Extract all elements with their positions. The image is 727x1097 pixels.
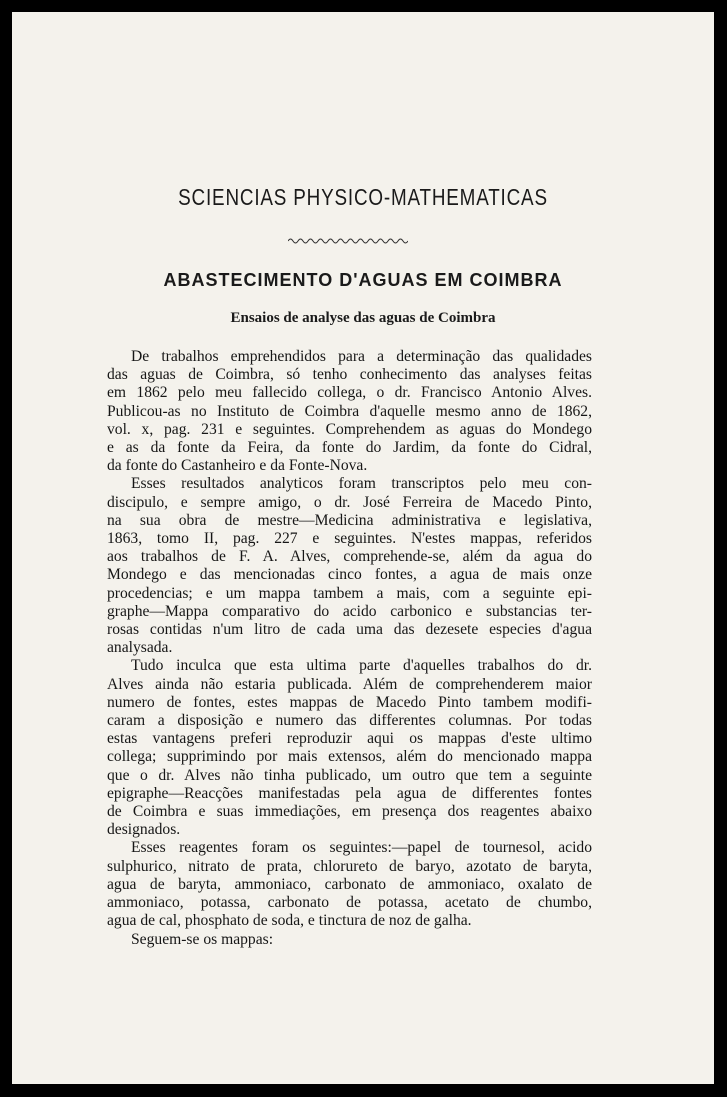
text-line: das aguas de Coimbra, só tenho conhecimento das analyses feitas [107,366,592,384]
text-line: estas vantagens preferi reproduzir aqui os mappas d'este ultimo [107,730,592,748]
text-line: vol. x, pag. 231 e seguintes. Comprehendem as aguas do Mondego [107,420,592,438]
text-line: aos trabalhos de F. A. Alves, comprehende-se, além da agua do [107,548,592,566]
document-page [12,12,714,1084]
text-line: designados. [107,821,181,839]
text-line: Publicou-as no Instituto de Coimbra d'aquelle mesmo anno de 1862, [107,402,592,420]
text-line: epigraphe—Reacções manifestadas pela agua de differentes fontes [107,784,592,802]
text-line: agua de baryta, ammoniaco, carbonato de ammoniaco, oxalato de [107,875,592,893]
text-line: em 1862 pelo meu fallecido collega, o dr. Francisco Antonio Alves. [107,384,592,402]
text-line: na sua obra de mestre—Medicina administrativa e legislativa, [107,511,592,529]
text-line: Esses resultados analyticos foram transcriptos pelo meu con- [131,475,592,493]
text-line: caram a disposição e numero das differentes columnas. Por todas [107,712,592,730]
text-line: collega; supprimindo por mais extensos, além do mencionado mappa [107,748,592,766]
text-line: rosas contidas n'um litro de cada uma das dezesete especies d'agua [107,621,592,639]
article-title: ABASTECIMENTO D'AGUAS EM COIMBRA [163,270,563,290]
wavy-rule-line [288,239,408,243]
text-line: discipulo, e sempre amigo, o dr. José Ferreira de Macedo Pinto, [107,493,592,511]
wavy-rule-ornament [288,236,408,246]
text-line: ammoniaco, potassa, carbonato de potassa, acetato de chumbo, [107,894,592,912]
body-text [107,348,592,949]
text-line: Esses reagentes foram os seguintes:—papel de tournesol, acido [131,839,592,857]
text-line: De trabalhos emprehendidos para a determinação das qualidades [131,348,592,365]
article-subtitle: Ensaios de analyse das aguas de Coimbra [230,310,496,326]
text-line: que o dr. Alves não tinha publicado, um outro que tem a seguinte [107,766,592,784]
section-title: SCIENCIAS PHYSICO-MATHEMATICAS [178,184,548,210]
text-line: procedencias; e um mappa tambem a mais, com a seguinte epi- [107,584,592,602]
text-line: Tudo inculca que esta ultima parte d'aquelles trabalhos do dr. [131,657,592,675]
text-line: agua de cal, phosphato de soda, e tinctura de noz de galha. [107,912,472,930]
text-line: da fonte do Castanheiro e da Fonte-Nova. [107,457,368,475]
text-line: numero de fontes, estes mappas de Macedo Pinto tambem modifi- [107,693,592,711]
text-line: e as da fonte da Feira, da fonte do Jardim, da fonte do Cidral, [107,439,592,457]
text-line: de Coimbra e suas immediações, em presença dos reagentes abaixo [107,803,592,821]
text-line: Mondego e das mencionadas cinco fontes, a agua de mais onze [107,566,592,584]
text-line: 1863, tomo II, pag. 227 e seguintes. N'estes mappas, referidos [107,530,592,548]
text-line: Seguem-se os mappas: [131,930,274,948]
text-line: Alves ainda não estaria publicada. Além de comprehenderem maior [107,675,592,693]
text-line: analysada. [107,639,173,657]
text-line: graphe—Mappa comparativo do acido carbonico e substancias ter- [107,602,592,620]
text-line: sulphurico, nitrato de prata, chlorureto de baryo, azotato de baryta, [107,857,592,875]
